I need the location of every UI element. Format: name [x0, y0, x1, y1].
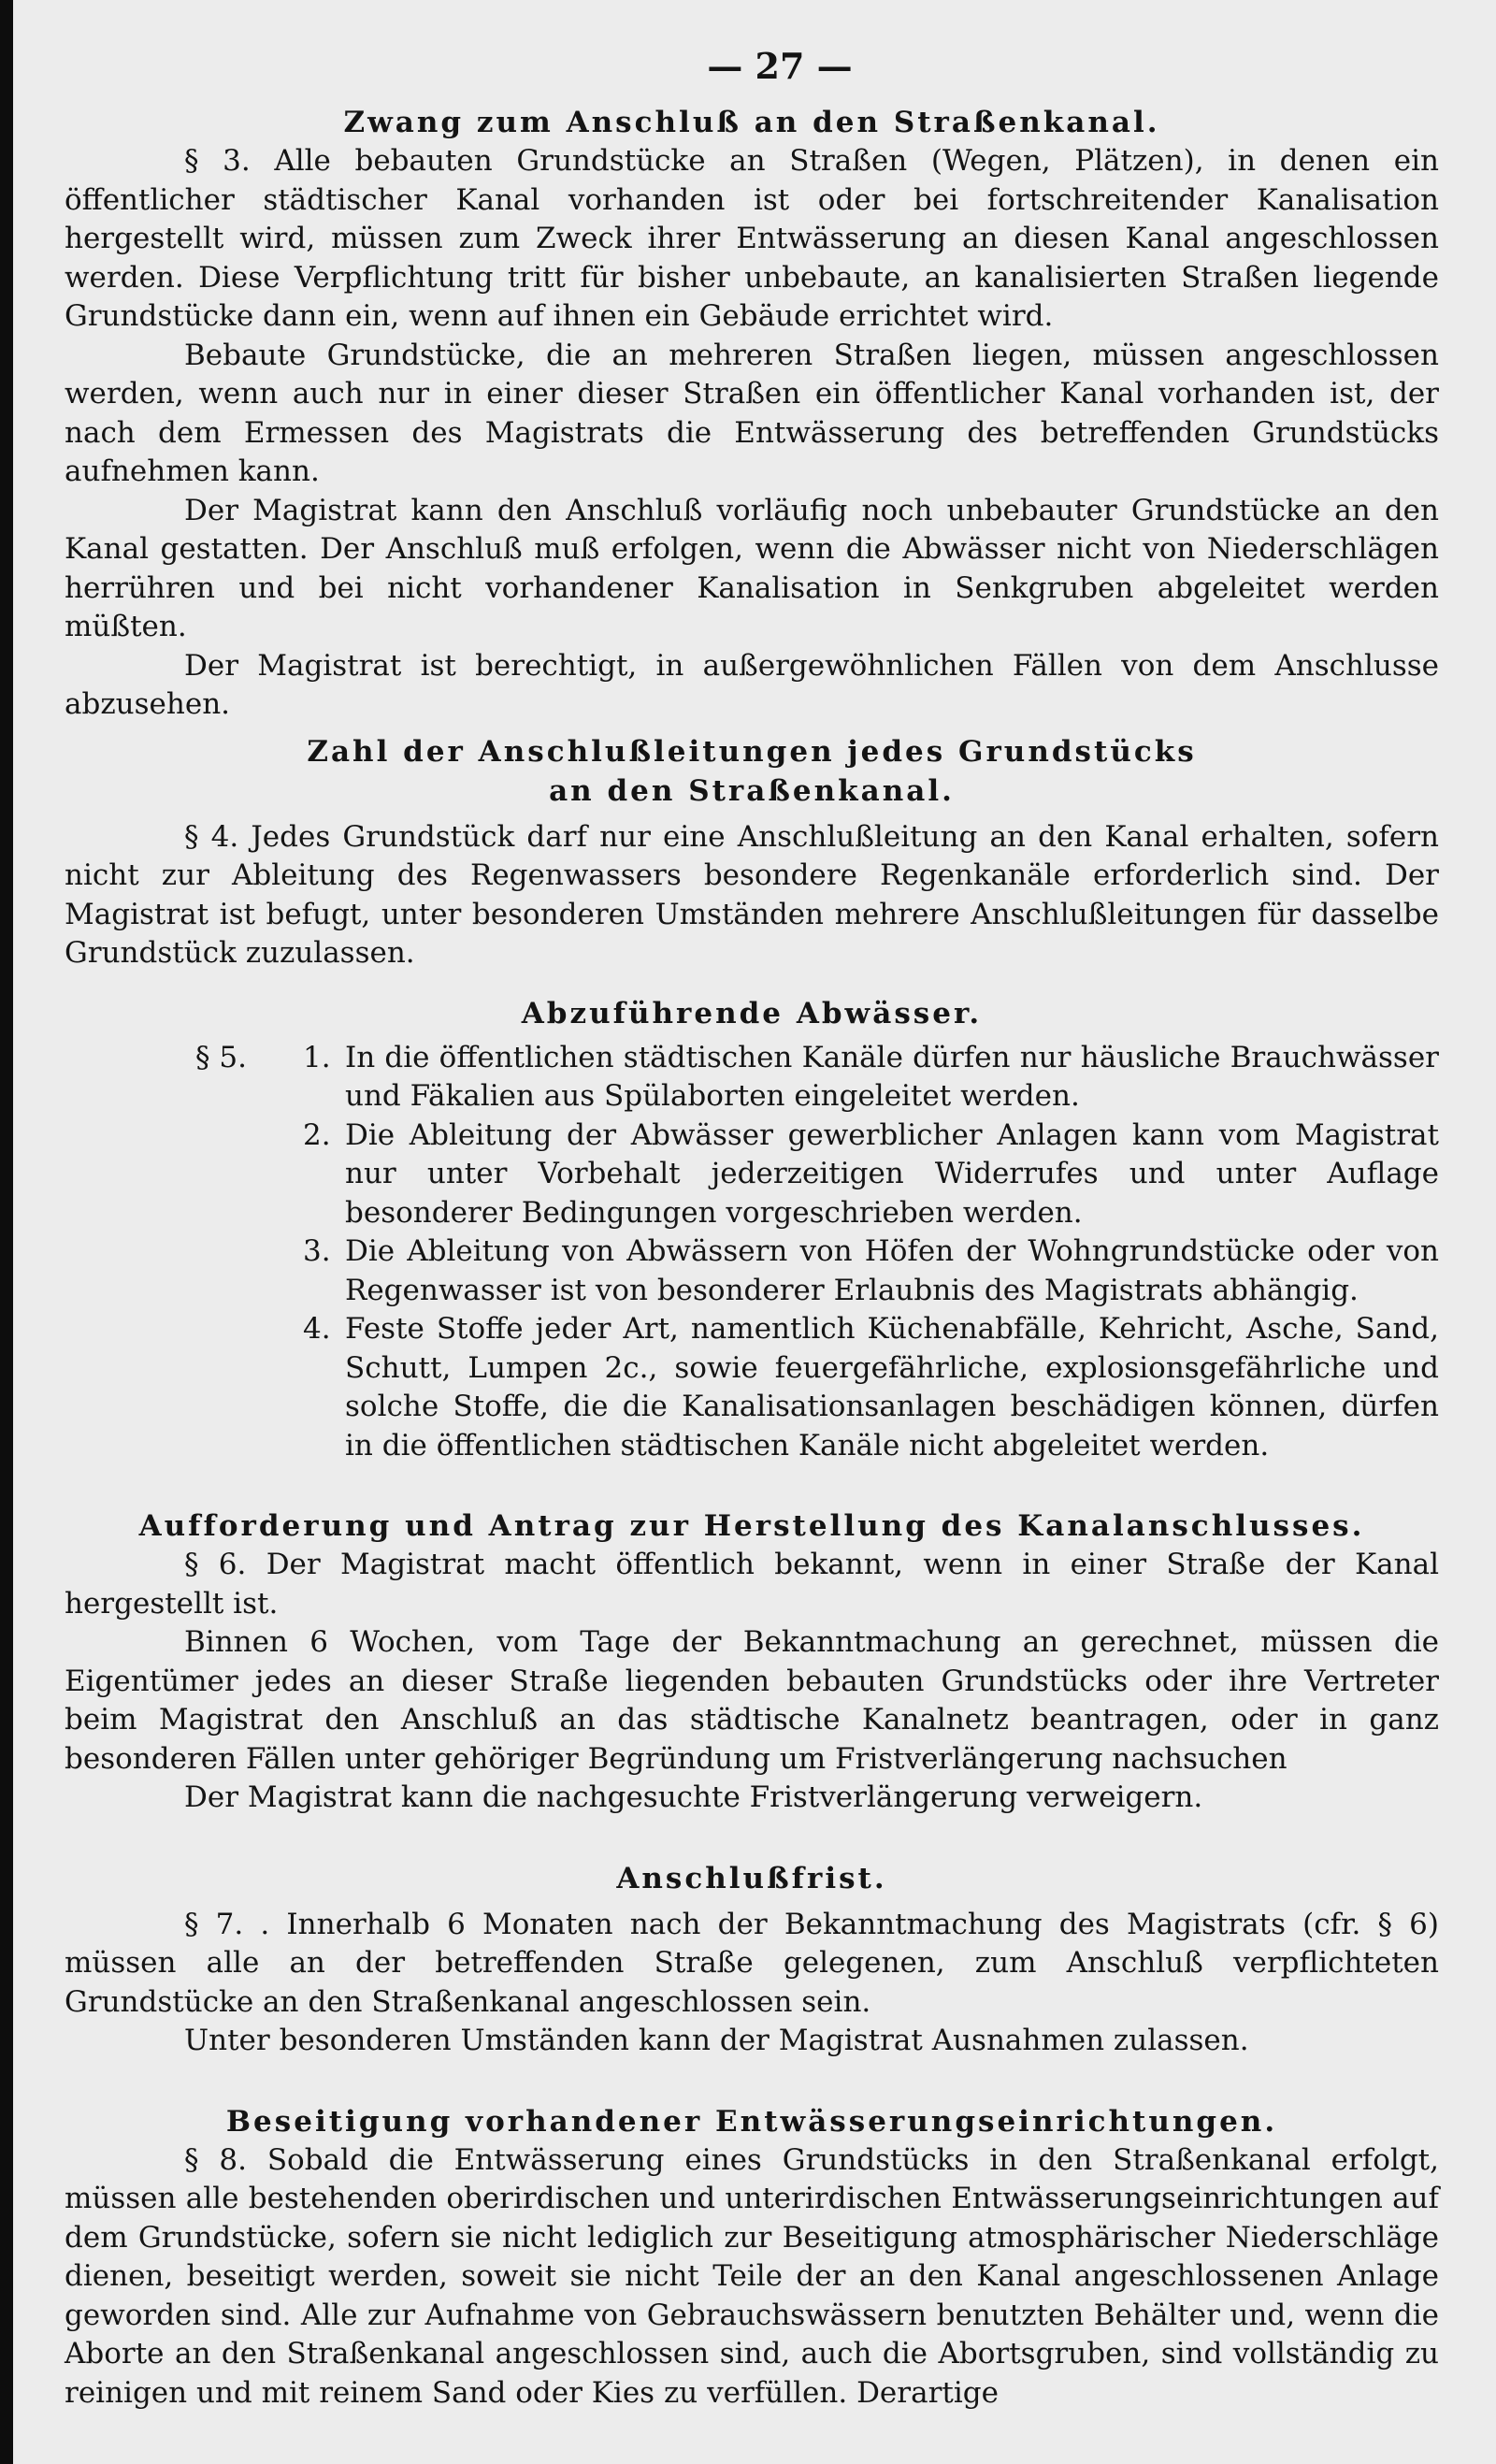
paragraph: Der Magistrat kann den Anschluß vorläufig noch unbebauter Grundstücke an den Kanal gestatten. Der Anschluß muß erfolgen, wenn die Abwässer nicht von Niederschlägen herrühren und bei nicht vorhandener Kanalisation in Senkgruben abgeleitet werden müßten.: [65, 493, 1439, 643]
section-heading: Anschlußfrist.: [616, 1861, 887, 1895]
section-heading: Aufforderung und Antrag zur Herstellung des Kanalanschlusses.: [138, 1509, 1365, 1543]
list-item-text: In die öffentlichen städtischen Kanäle dürfen nur häusliche Brauchwässer und Fäkalien aus Spülaborten eingeleitet werden.: [345, 1040, 1439, 1113]
section-abwaesser: [65, 994, 1439, 1466]
paragraph: § 4. Jedes Grundstück darf nur eine Anschlußleitung an den Kanal erhalten, sofern nicht zur Ableitung des Regenwassers besondere Regenkanäle erforderlich sind. Der Magistrat ist befugt, unter besonderen Umständen mehrere Anschlußleitungen für dasselbe Grundstück zuzulassen.: [65, 819, 1439, 970]
paragraph: Bebaute Grundstücke, die an mehreren Straßen liegen, müssen angeschlossen werden, wenn auch nur in einer dieser Straßen ein öffentlicher Kanal vorhanden ist, der nach dem Ermessen des Magistrats die Entwässerung des betreffenden Grundstücks aufnehmen kann.: [65, 338, 1439, 488]
list-item: [65, 1232, 1439, 1310]
section-anschlusszwang: [65, 103, 1439, 725]
list-item: [65, 1039, 1439, 1117]
paragraph: Der Magistrat kann die nachgesuchte Fristverlängerung verweigern.: [184, 1780, 1203, 1814]
list-item-number: 4.: [303, 1312, 331, 1346]
section-anschlussfrist: [65, 1859, 1439, 2061]
list-item-text: Feste Stoffe jeder Art, namentlich Küchenabfälle, Kehricht, Asche, Sand, Schutt, Lumpen 2c., sowie feuergefährliche, explosionsgefährliche und solche Stoffe, die die Kanalisationsanlagen beschädigen können, dürfen in die öffentlichen städtischen Kanäle nicht abgeleitet werden.: [345, 1312, 1439, 1463]
paragraph: Unter besonderen Umständen kann der Magistrat Ausnahmen zulassen.: [184, 2024, 1249, 2057]
list-item-number: 1.: [303, 1040, 331, 1074]
section-heading-line-1: Zahl der Anschlußleitungen jedes Grundstücks: [307, 734, 1197, 769]
section-heading: Beseitigung vorhandener Entwässerungseinrichtungen.: [225, 2104, 1278, 2139]
paragraph: Binnen 6 Wochen, vom Tage der Bekanntmachung an gerechnet, müssen die Eigentümer jedes an dieser Straße liegenden bebauten Grundstücks oder ihre Vertreter beim Magistrat den Anschluß an das städtische Kanalnetz beantragen, oder in ganz besonderen Fällen unter gehöriger Begründung um Fristverlängerung nachsuchen: [65, 1625, 1439, 1776]
numbered-list: [65, 1039, 1439, 1466]
document-page: [13, 0, 1496, 2464]
paragraph: Der Magistrat ist berechtigt, in außergewöhnlichen Fällen von dem Anschlusse abzusehen.: [65, 648, 1439, 721]
section-aufforderung: [65, 1506, 1439, 1818]
paragraph: § 8. Sobald die Entwässerung eines Grundstücks in den Straßenkanal erfolgt, müssen alle bestehenden oberirdischen und unterirdischen Entwässerungseinrichtungen auf dem Grundstücke, sofern sie nicht lediglich zur Beseitigung atmosphärischer Niederschläge dienen, beseitigt werden, soweit sie nicht Teile der an den Kanal angeschlossenen Anlage geworden sind. Alle zur Aufnahme von Gebrauchswässern benutzten Behälter und, wenn die Aborte an den Straßenkanal angeschlossen sind, auch die Abortsgruben, sind vollständig zu reinigen und mit reinem Sand oder Kies zu verfüllen. Derartige: [65, 2142, 1439, 2410]
list-item: [65, 1310, 1439, 1465]
section-anschlussleitungen: [65, 732, 1439, 973]
list-item: [65, 1117, 1439, 1233]
section-heading: Abzuführende Abwässer.: [521, 996, 983, 1030]
page-content: [65, 36, 1439, 2413]
list-item-number: 2.: [303, 1117, 331, 1152]
page-number: — 27 —: [707, 45, 853, 87]
list-item-number: 3.: [303, 1234, 331, 1268]
section-beseitigung: [65, 2102, 1439, 2414]
paragraph-mark: § 5.: [195, 1040, 247, 1074]
list-item-text: Die Ableitung von Abwässern von Höfen der Wohngrundstücke oder von Regenwasser ist von besonderer Erlaubnis des Magistrats abhängig.: [345, 1234, 1439, 1307]
paragraph: § 6. Der Magistrat macht öffentlich bekannt, wenn in einer Straße der Kanal hergestellt ist.: [65, 1548, 1439, 1621]
section-heading-line-2: an den Straßenkanal.: [549, 773, 955, 808]
paragraph: § 7. . Innerhalb 6 Monaten nach der Bekanntmachung des Magistrats (cfr. § 6) müssen alle an der betreffenden Straße gelegenen, zum Anschluß verpflichteten Grundstücke an den Straßenkanal angeschlossen sein.: [65, 1907, 1439, 2019]
paragraph: § 3. Alle bebauten Grundstücke an Straßen (Wegen, Plätzen), in denen ein öffentlicher städtischer Kanal vorhanden ist oder bei fortschreitender Kanalisation hergestellt wird, müssen zum Zweck ihrer Entwässerung an diesen Kanal angeschlossen werden. Diese Verpflichtung tritt für bisher unbebaute, an kanalisierten Straßen liegende Grundstücke dann ein, wenn auf ihnen ein Gebäude errichtet wird.: [65, 144, 1439, 333]
section-heading: Zwang zum Anschluß an den Straßenkanal.: [343, 106, 1160, 139]
list-item-text: Die Ableitung der Abwässer gewerblicher Anlagen kann vom Magistrat nur unter Vorbehalt jederzeitigen Widerrufes und unter Auflage besonderer Bedingungen vorgeschrieben werden.: [345, 1117, 1439, 1230]
